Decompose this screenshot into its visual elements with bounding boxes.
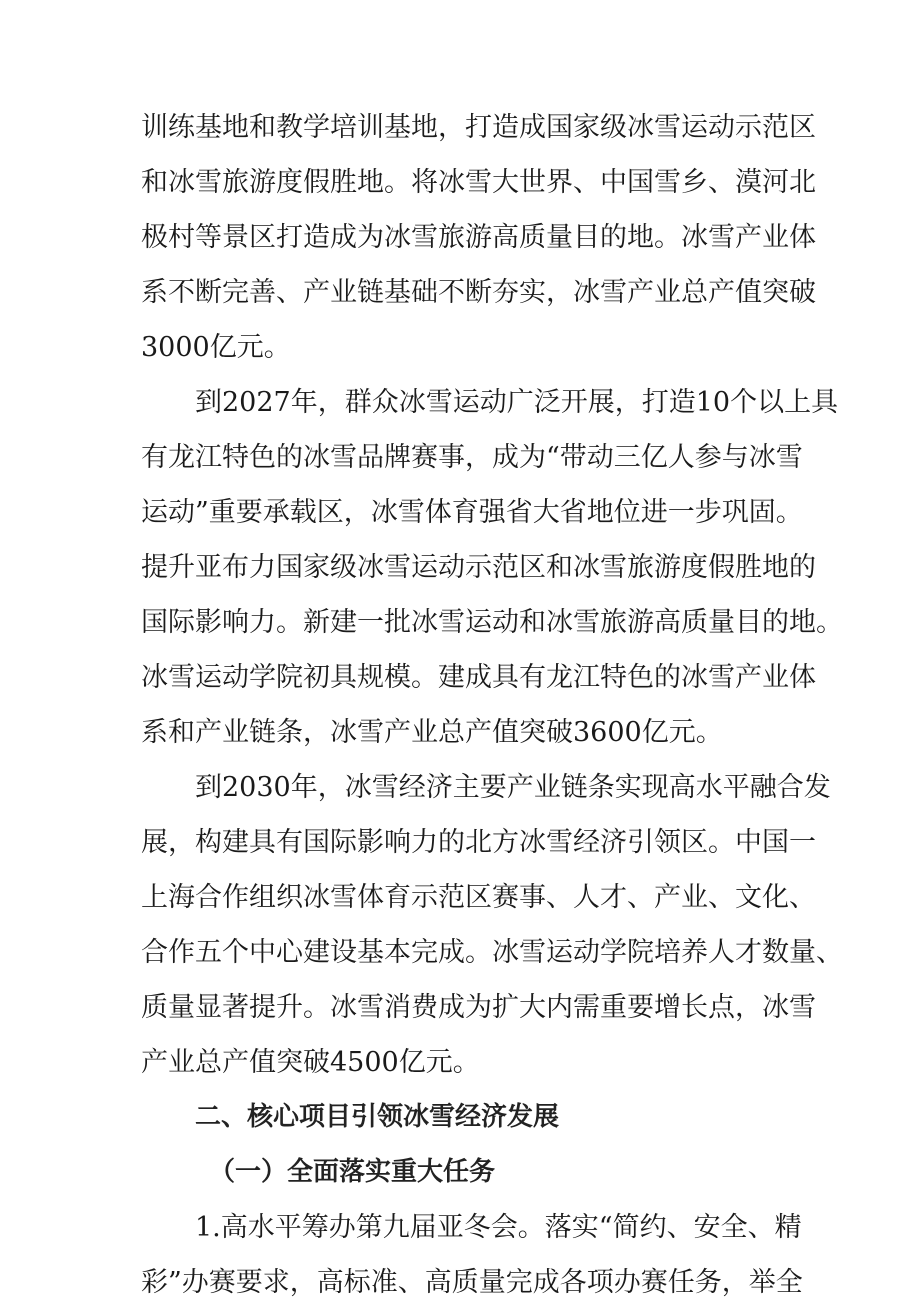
text-line: 到2030年，冰雪经济主要产业链条实现高水平融合发 [195, 772, 831, 803]
text-line: 有龙江特色的冰雪品牌赛事，成为“带动三亿人参与冰雪 [141, 442, 803, 473]
text-line: 国际影响力。新建一批冰雪运动和冰雪旅游高质量目的地。 [141, 607, 843, 638]
text-line: 上海合作组织冰雪体育示范区赛事、人才、产业、文化、 [141, 882, 816, 913]
paragraph-item-1 [141, 1200, 801, 1310]
paragraph-goals-2027 [141, 375, 843, 760]
text-line: 和冰雪旅游度假胜地。将冰雪大世界、中国雪乡、漠河北 [141, 167, 816, 198]
text-line: 合作五个中心建设基本完成。冰雪运动学院培养人才数量、 [141, 937, 843, 968]
text-line: 系不断完善、产业链基础不断夯实，冰雪产业总产值突破 [141, 277, 816, 308]
text-line: 训练基地和教学培训基地，打造成国家级冰雪运动示范区 [141, 112, 816, 143]
text-line: 极村等景区打造成为冰雪旅游高质量目的地。冰雪产业体 [141, 222, 816, 253]
paragraph-goals-2025 [141, 100, 816, 375]
text-line: 提升亚布力国家级冰雪运动示范区和冰雪旅游度假胜地的 [141, 552, 816, 583]
paragraph-goals-2030 [141, 760, 843, 1090]
document-body [141, 100, 843, 1310]
text-line: 系和产业链条，冰雪产业总产值突破3600亿元。 [141, 717, 723, 748]
text-line: 产业总产值突破4500亿元。 [141, 1047, 480, 1078]
text-line: 1.高水平筹办第九届亚冬会。落实“简约、安全、精 [195, 1212, 802, 1243]
text-line: 质量显著提升。冰雪消费成为扩大内需重要增长点，冰雪 [141, 992, 816, 1023]
text-line: 展，构建具有国际影响力的北方冰雪经济引领区。中国一 [141, 827, 816, 858]
text-line: 到2027年，群众冰雪运动广泛开展，打造10个以上具 [195, 387, 839, 418]
section-heading: 二、核心项目引领冰雪经济发展 [195, 1102, 560, 1132]
subsection-heading: （一）全面落实重大任务 [209, 1157, 496, 1187]
text-line: 3000亿元。 [141, 332, 291, 363]
text-line: 冰雪运动学院初具规模。建成具有龙江特色的冰雪产业体 [141, 662, 816, 693]
text-line: 彩”办赛要求，高标准、高质量完成各项办赛任务，举全 [141, 1267, 803, 1298]
text-line: 运动”重要承载区，冰雪体育强省大省地位进一步巩固。 [141, 497, 803, 528]
